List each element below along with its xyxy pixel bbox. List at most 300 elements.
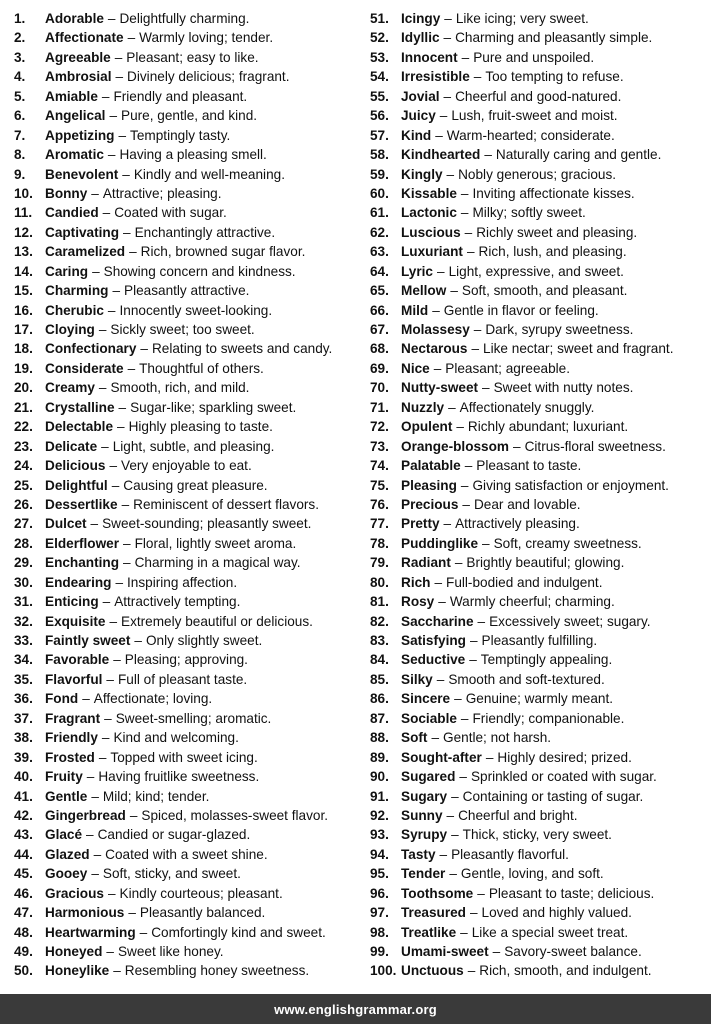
item-separator: – (460, 924, 468, 940)
list-item (14, 573, 364, 592)
list-item (14, 514, 364, 533)
list-item (370, 126, 708, 145)
item-term: Kissable (401, 185, 457, 201)
item-number: 92. (370, 807, 389, 823)
item-number: 1. (14, 11, 26, 26)
list-item (370, 534, 708, 553)
item-definition: Genuine; warmly meant. (465, 691, 614, 707)
item-definition: Charming in a magical way. (134, 555, 301, 571)
item-definition: Smooth and soft-textured. (448, 671, 605, 687)
item-term: Dulcet (45, 516, 87, 532)
item-term: Soft (401, 730, 428, 746)
item-term: Glacé (45, 827, 83, 843)
item-definition: Kindly courteous; pleasant. (119, 885, 283, 901)
item-separator: – (443, 88, 452, 104)
item-number: 62. (370, 224, 389, 240)
list-item (14, 592, 364, 611)
item-number: 29. (14, 555, 33, 571)
item-term: Angelical (45, 108, 106, 124)
item-term: Tasty (401, 846, 436, 862)
item-separator: – (118, 399, 127, 415)
item-number: 11. (14, 205, 33, 221)
list-item (14, 787, 364, 806)
item-term: Kingly (401, 166, 443, 182)
item-term: Frosted (45, 749, 95, 765)
list-item (370, 864, 708, 883)
item-number: 97. (370, 905, 389, 921)
item-separator: – (443, 30, 452, 46)
item-definition: Comfortingly kind and sweet. (151, 924, 326, 940)
item-term: Sugary (401, 788, 448, 804)
item-definition: Smooth, rich, and mild. (110, 380, 250, 396)
item-number: 21. (14, 399, 33, 415)
item-number: 59. (370, 166, 389, 182)
item-separator: – (140, 341, 148, 357)
item-number: 67. (370, 322, 389, 337)
list-item (14, 242, 364, 261)
item-term: Benevolent (45, 166, 119, 182)
item-term: Irresistible (401, 69, 470, 85)
item-definition: Temptingly appealing. (480, 652, 613, 668)
item-number: 47. (14, 905, 33, 921)
item-separator: – (454, 555, 463, 571)
item-separator: – (112, 283, 121, 299)
item-separator: – (102, 205, 111, 221)
list-item (14, 748, 364, 767)
item-term: Aromatic (45, 147, 104, 163)
item-definition: Mild; kind; tender. (102, 788, 210, 804)
item-separator: – (139, 924, 148, 940)
item-number: 85. (370, 671, 389, 687)
list-item (370, 301, 708, 320)
list-item (14, 320, 364, 339)
item-separator: – (127, 360, 136, 376)
item-separator: – (82, 691, 90, 707)
item-number: 70. (370, 380, 389, 396)
item-separator: – (114, 49, 123, 65)
item-definition: Sugar-like; sparkling sweet. (130, 399, 297, 415)
item-separator: – (113, 652, 121, 668)
item-term: Rosy (401, 594, 435, 610)
item-number: 76. (370, 496, 389, 512)
item-number: 35. (14, 671, 33, 687)
item-term: Delightful (45, 477, 108, 493)
word-list (0, 9, 711, 989)
item-separator: – (101, 438, 109, 454)
item-term: Honeyed (45, 944, 103, 959)
item-number: 79. (370, 555, 389, 571)
item-number: 78. (370, 535, 389, 551)
footer-bar (0, 994, 711, 1024)
item-separator: – (106, 671, 114, 687)
item-number: 50. (14, 963, 33, 979)
item-definition: Like nectar; sweet and fragrant. (483, 341, 674, 357)
list-item (370, 87, 708, 106)
list-item (14, 165, 364, 184)
list-item (370, 884, 708, 903)
word-list-column-left (14, 9, 364, 981)
item-term: Flavorful (45, 671, 103, 687)
item-term: Considerate (45, 360, 124, 376)
item-definition: Containing or tasting of sugar. (462, 788, 644, 804)
list-item (370, 612, 708, 631)
item-term: Seductive (401, 652, 466, 668)
list-item (14, 106, 364, 125)
item-definition: Resembling honey sweetness. (124, 963, 310, 979)
item-term: Enchanting (45, 555, 120, 571)
item-term: Sunny (401, 807, 443, 823)
list-item (370, 514, 708, 533)
item-separator: – (115, 69, 124, 85)
item-separator: – (451, 788, 459, 804)
item-term: Fond (45, 691, 79, 707)
item-term: Treatlike (401, 924, 457, 940)
item-number: 18. (14, 341, 33, 357)
item-number: 73. (370, 438, 389, 454)
item-number: 22. (14, 419, 33, 435)
item-definition: Floral, lightly sweet aroma. (134, 535, 297, 551)
item-term: Rich (401, 574, 431, 590)
item-term: Jovial (401, 88, 440, 104)
item-number: 74. (370, 458, 389, 474)
item-definition: Having fruitlike sweetness. (98, 769, 260, 785)
item-term: Umami-sweet (401, 944, 489, 959)
list-item (370, 903, 708, 922)
item-separator: – (438, 594, 446, 610)
item-term: Kindhearted (401, 147, 481, 163)
item-definition: Pleasing; approving. (124, 652, 248, 668)
item-definition: Friendly and pleasant. (113, 88, 248, 104)
list-item (370, 592, 708, 611)
list-item (370, 961, 708, 980)
item-separator: – (129, 807, 138, 823)
item-separator: – (107, 302, 116, 318)
item-definition: Friendly; companionable. (472, 710, 625, 726)
item-number: 8. (14, 147, 26, 163)
list-item (370, 320, 708, 339)
item-number: 23. (14, 438, 33, 454)
list-item (14, 378, 364, 397)
item-term: Mellow (401, 283, 447, 299)
item-separator: – (484, 147, 492, 163)
item-number: 88. (370, 730, 389, 746)
item-number: 99. (370, 944, 389, 959)
list-item (370, 787, 708, 806)
list-item (14, 87, 364, 106)
item-definition: Pleasantly balanced. (139, 905, 266, 921)
item-definition: Extremely beautiful or delicious. (121, 613, 313, 629)
item-term: Fragrant (45, 710, 101, 726)
list-item (370, 923, 708, 942)
item-term: Faintly sweet (45, 633, 131, 648)
item-definition: Savory-sweet balance. (504, 944, 642, 959)
item-term: Precious (401, 496, 459, 512)
item-term: Endearing (45, 574, 112, 590)
item-separator: – (98, 322, 107, 337)
item-term: Kind (401, 127, 432, 143)
item-number: 58. (370, 147, 389, 163)
item-definition: Warmly cheerful; charming. (449, 594, 615, 610)
item-term: Satisfying (401, 633, 466, 648)
item-separator: – (459, 769, 467, 785)
item-definition: Relating to sweets and candy. (151, 341, 333, 357)
list-item (370, 339, 708, 358)
item-term: Candied (45, 205, 99, 221)
item-number: 60. (370, 185, 389, 201)
list-item (14, 650, 364, 669)
item-term: Innocent (401, 49, 458, 65)
item-separator: – (113, 963, 121, 979)
item-term: Agreeable (45, 49, 111, 65)
item-definition: Causing great pleasure. (123, 477, 268, 493)
list-item (370, 417, 708, 436)
item-definition: Affectionately snuggly. (459, 399, 595, 415)
item-separator: – (93, 846, 102, 862)
item-definition: Temptingly tasty. (130, 127, 231, 143)
item-definition: Soft, sticky, and sweet. (102, 866, 241, 882)
item-definition: Innocently sweet-looking. (119, 302, 273, 318)
item-number: 30. (14, 574, 33, 590)
item-separator: – (115, 574, 124, 590)
item-separator: – (446, 166, 455, 182)
item-separator: – (98, 380, 107, 396)
item-number: 46. (14, 885, 33, 901)
item-number: 5. (14, 88, 26, 104)
item-term: Exquisite (45, 613, 106, 629)
list-item (14, 262, 364, 281)
item-term: Enticing (45, 594, 99, 610)
list-item (370, 145, 708, 164)
item-definition: Candied or sugar-glazed. (97, 827, 251, 843)
item-term: Delicate (45, 438, 98, 454)
item-number: 31. (14, 594, 33, 610)
item-separator: – (123, 555, 131, 571)
item-number: 25. (14, 477, 33, 493)
list-item (370, 203, 708, 222)
item-definition: Warmly loving; tender. (139, 30, 274, 46)
list-item (14, 9, 364, 28)
item-separator: – (513, 438, 521, 454)
item-term: Nectarous (401, 341, 468, 357)
item-term: Glazed (45, 846, 90, 862)
item-number: 96. (370, 885, 389, 901)
list-item (14, 301, 364, 320)
item-separator: – (444, 11, 452, 26)
item-separator: – (473, 322, 482, 337)
item-term: Caramelized (45, 244, 126, 260)
item-term: Favorable (45, 652, 110, 668)
item-separator: – (460, 185, 469, 201)
item-number: 19. (14, 360, 33, 376)
item-term: Palatable (401, 458, 461, 474)
item-number: 4. (14, 69, 26, 85)
item-separator: – (117, 419, 125, 435)
list-item (370, 281, 708, 300)
item-number: 57. (370, 127, 389, 143)
item-definition: Excessively sweet; sugary. (489, 613, 651, 629)
item-definition: Highly pleasing to taste. (128, 419, 273, 435)
item-number: 42. (14, 807, 33, 823)
item-definition: Enchantingly attractive. (134, 224, 276, 240)
item-separator: – (437, 263, 445, 279)
list-item (370, 650, 708, 669)
item-number: 14. (14, 263, 33, 279)
item-term: Dessertlike (45, 496, 118, 512)
item-definition: Only slightly sweet. (145, 633, 263, 648)
item-definition: Lush, fruit-sweet and moist. (451, 108, 618, 124)
item-separator: – (111, 477, 120, 493)
item-definition: Light, subtle, and pleasing. (112, 438, 275, 454)
list-item (370, 476, 708, 495)
list-item (14, 864, 364, 883)
item-number: 80. (370, 574, 389, 590)
item-definition: Having a pleasing smell. (119, 147, 267, 163)
list-item (14, 553, 364, 572)
item-number: 36. (14, 691, 33, 707)
item-separator: – (433, 360, 442, 376)
item-number: 28. (14, 535, 33, 551)
item-number: 81. (370, 594, 389, 610)
item-term: Fruity (45, 769, 83, 785)
item-number: 34. (14, 652, 33, 668)
list-item (370, 359, 708, 378)
item-term: Nice (401, 360, 430, 376)
item-term: Unctuous (401, 963, 464, 979)
item-separator: – (129, 244, 137, 260)
item-number: 98. (370, 924, 389, 940)
item-definition: Coated with sugar. (114, 205, 227, 221)
item-separator: – (439, 846, 448, 862)
item-number: 95. (370, 866, 389, 882)
list-item (370, 184, 708, 203)
item-term: Creamy (45, 380, 95, 396)
item-definition: Inviting affectionate kisses. (472, 185, 635, 201)
item-term: Gingerbread (45, 807, 126, 823)
item-definition: Pleasant; easy to like. (126, 49, 259, 65)
item-term: Orange-blossom (401, 438, 510, 454)
item-separator: – (128, 905, 136, 921)
list-item (370, 106, 708, 125)
item-term: Adorable (45, 11, 104, 26)
list-item (370, 573, 708, 592)
item-separator: – (432, 302, 440, 318)
item-term: Nutty-sweet (401, 380, 479, 396)
item-separator: – (477, 613, 486, 629)
list-item (14, 670, 364, 689)
item-definition: Loved and highly valued. (481, 905, 632, 921)
list-item (370, 495, 708, 514)
item-definition: Soft, creamy sweetness. (493, 535, 642, 551)
item-definition: Divinely delicious; fragrant. (127, 69, 290, 85)
item-separator: – (460, 205, 469, 221)
item-definition: Pure and unspoiled. (473, 49, 595, 65)
item-term: Idyllic (401, 30, 440, 46)
list-item (370, 9, 708, 28)
item-term: Ambrosial (45, 69, 112, 85)
item-separator: – (477, 885, 485, 901)
item-number: 71. (370, 399, 389, 415)
item-term: Confectionary (45, 341, 137, 357)
item-separator: – (86, 827, 94, 843)
item-term: Puddinglike (401, 535, 479, 551)
item-number: 24. (14, 458, 33, 474)
item-definition: Naturally caring and gentle. (495, 147, 662, 163)
item-definition: Rich, browned sugar flavor. (140, 244, 306, 260)
item-separator: – (439, 108, 448, 124)
item-term: Radiant (401, 555, 451, 571)
list-item (370, 437, 708, 456)
item-number: 45. (14, 866, 33, 882)
item-separator: – (123, 224, 131, 240)
list-item (14, 417, 364, 436)
item-definition: Full of pleasant taste. (117, 671, 248, 687)
item-term: Bonny (45, 185, 88, 201)
item-term: Lactonic (401, 205, 457, 221)
item-separator: – (469, 905, 478, 921)
item-term: Silky (401, 671, 433, 687)
item-number: 27. (14, 516, 33, 532)
item-term: Opulent (401, 419, 453, 435)
item-term: Sincere (401, 691, 451, 707)
item-separator: – (107, 885, 116, 901)
item-definition: Too tempting to refuse. (485, 69, 624, 85)
item-definition: Milky; softly sweet. (472, 205, 586, 221)
item-definition: Sprinkled or coated with sugar. (470, 769, 657, 785)
item-number: 15. (14, 283, 33, 299)
list-item (14, 903, 364, 922)
item-number: 69. (370, 360, 389, 376)
item-term: Molassesy (401, 322, 470, 337)
item-definition: Pleasant to taste; delicious. (488, 885, 655, 901)
item-definition: Sweet with nutty notes. (493, 380, 634, 396)
item-separator: – (456, 419, 464, 435)
item-definition: Gentle; not harsh. (443, 730, 552, 746)
item-definition: Richly abundant; luxuriant. (467, 419, 629, 435)
item-term: Delicious (45, 458, 106, 474)
item-definition: Affectionate; loving. (93, 691, 213, 707)
list-item (14, 456, 364, 475)
footer-website-url[interactable]: www.englishgrammar.org (274, 1001, 437, 1017)
item-number: 2. (14, 30, 26, 46)
item-number: 6. (14, 108, 26, 124)
item-number: 52. (370, 30, 389, 46)
item-separator: – (121, 496, 130, 512)
item-term: Crystalline (45, 399, 115, 415)
list-item (370, 456, 708, 475)
item-definition: Kindly and well-meaning. (133, 166, 285, 182)
list-item (370, 398, 708, 417)
item-definition: Citrus-floral sweetness. (524, 438, 666, 454)
list-item (14, 281, 364, 300)
item-term: Luscious (401, 224, 461, 240)
item-term: Gooey (45, 866, 88, 882)
list-item (14, 398, 364, 417)
item-separator: – (106, 944, 114, 959)
item-number: 3. (14, 49, 26, 65)
list-item (370, 28, 708, 47)
item-separator: – (101, 730, 110, 746)
list-item (370, 748, 708, 767)
item-term: Nuzzly (401, 399, 445, 415)
item-separator: – (434, 574, 443, 590)
item-number: 16. (14, 302, 33, 318)
item-term: Captivating (45, 224, 120, 240)
item-number: 12. (14, 224, 33, 240)
item-separator: – (446, 807, 455, 823)
item-number: 26. (14, 496, 33, 512)
list-item (14, 806, 364, 825)
item-term: Affectionate (45, 30, 124, 46)
